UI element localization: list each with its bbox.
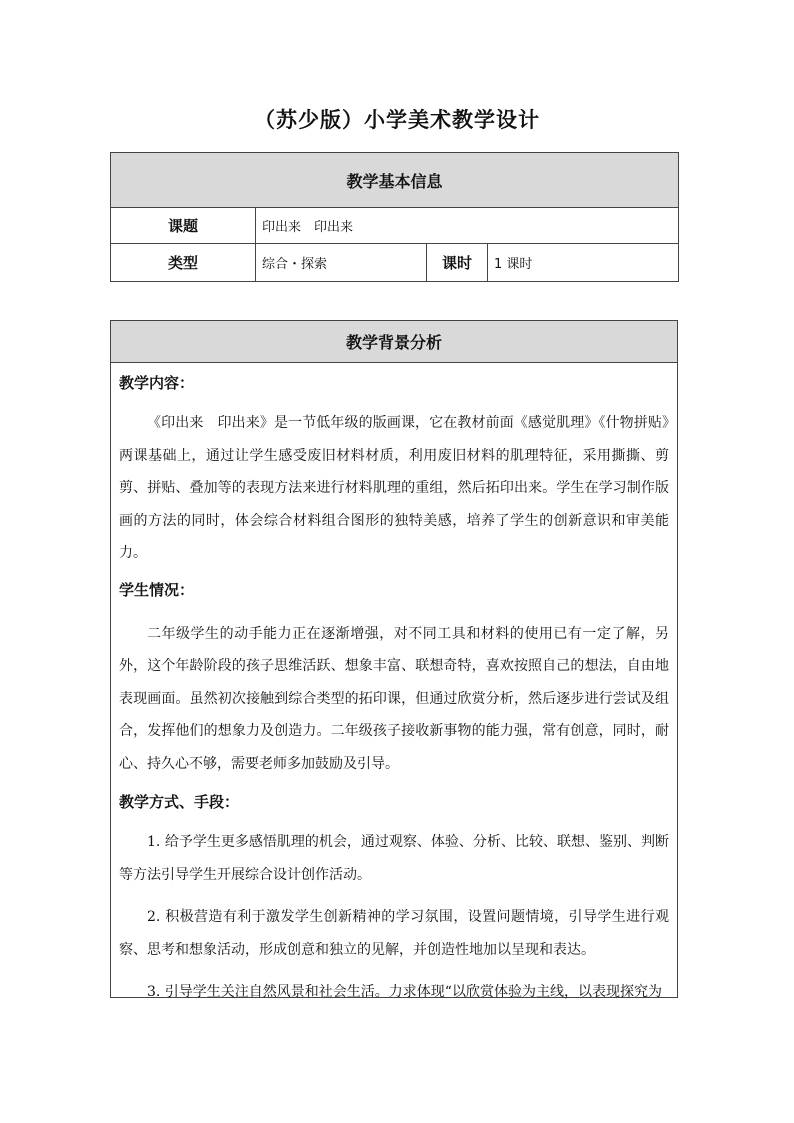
student-paragraph: 二年级学生的动手能力正在逐渐增强，对不同工具和材料的使用已有一定了解，另外，这个年龄阶段的孩子思维活跃、想象丰富、联想奇特，喜欢按照自己的想法，自由地表现画面。虽然初次接触到综合类型的拓印课，但通过欣赏分析，然后逐步进行尝试及组合，发挥他们的想象力及创造力。二年级孩子接收新事物的能力强，常有创意，同时，耐心、持久心不够，需要老师多加鼓励及引导。 <box>119 625 669 772</box>
content-heading: 教学内容： <box>119 374 195 392</box>
analysis-header: 教学背景分析 <box>111 321 678 363</box>
basic-info-table <box>110 152 679 282</box>
type-label: 类型 <box>111 244 256 282</box>
method-item-3: 3. 引导学生关注自然风景和社会生活。力求体现“以欣赏体验为主线，以表现探究为 <box>147 984 662 1000</box>
hours-value: 1 课时 <box>488 244 679 282</box>
analysis-table <box>110 320 678 998</box>
topic-label: 课题 <box>111 208 256 244</box>
type-value: 综合・探索 <box>256 244 427 282</box>
page-title: （苏少版）小学美术教学设计 <box>254 107 540 132</box>
method-item-2: 2. 积极营造有利于激发学生创新精神的学习氛围，设置问题情境，引导学生进行观察、思考和想象活动，形成创意和独立的见解，并创造性地加以呈现和表达。 <box>119 909 669 958</box>
topic-value: 印出来 印出来 <box>256 208 679 244</box>
hours-label: 课时 <box>427 244 488 282</box>
method-item-1: 1. 给予学生更多感悟肌理的机会，通过观察、体验、分析、比较、联想、鉴别、判断等方法引导学生开展综合设计创作活动。 <box>119 834 669 883</box>
method-heading: 教学方式、手段： <box>119 793 240 811</box>
basic-info-header: 教学基本信息 <box>111 153 679 208</box>
student-heading: 学生情况： <box>119 580 195 599</box>
analysis-body <box>111 363 678 998</box>
content-paragraph: 《印出来 印出来》是一节低年级的版画课，它在教材前面《感觉肌理》《什物拼贴》两课基础上，通过让学生感受废旧材料材质，利用废旧材料的肌理特征，采用撕撕、剪剪、拼贴、叠加等的表现方法来进行材料肌理的重组，然后拓印出来。学生在学习制作版画的方法的同时，体会综合材料组合图形的独特美感，培养了学生的创新意识和审美能力。 <box>119 415 669 561</box>
